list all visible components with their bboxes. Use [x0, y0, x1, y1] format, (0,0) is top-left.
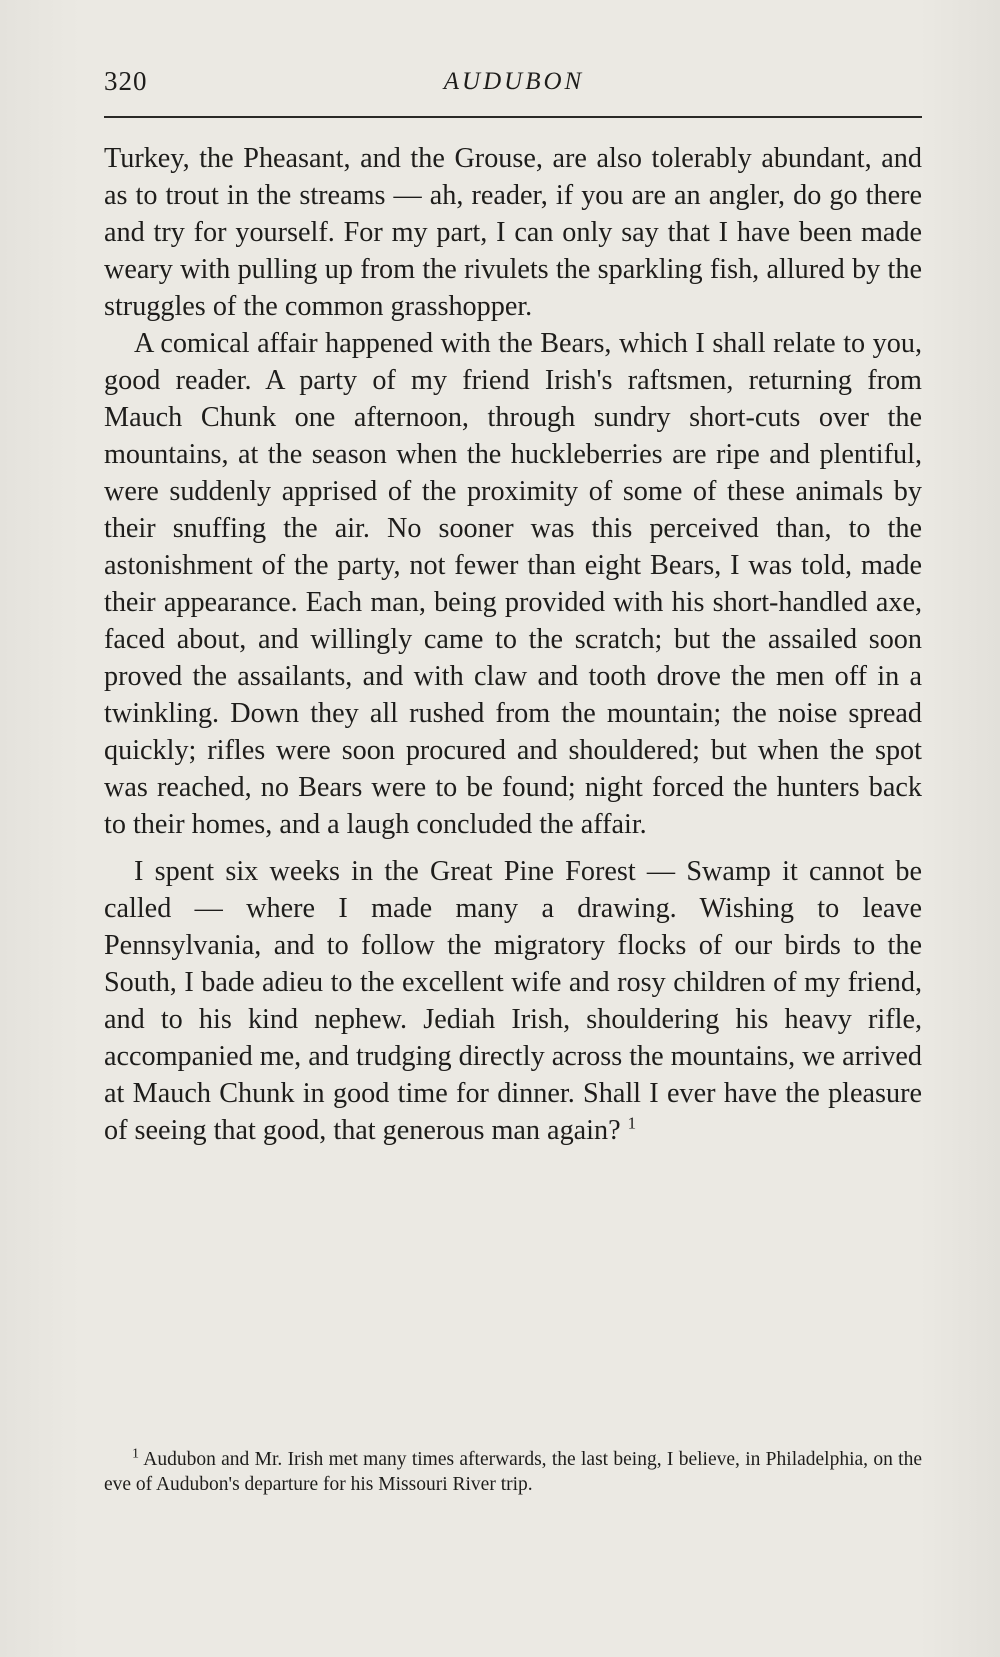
footnote-text: Audubon and Mr. Irish met many times afterwards, the last being, I believe, in Philadelphia, on the eve of Audubon's departure for his Missouri River trip. [104, 1449, 922, 1495]
footnote [104, 1447, 922, 1497]
header-rule [104, 116, 922, 118]
paragraph-3 [104, 853, 922, 1149]
paragraph-1: Turkey, the Pheasant, and the Grouse, are also tolerably abundant, and as to trout in the streams — ah, reader, if you are an angler, do go there and try for yourself. For my part, I can only say that I have been made weary with pulling up from the rivulets the sparkling fish, allured by the struggles of the common grasshopper. [104, 143, 922, 322]
running-title: AUDUBON [443, 68, 585, 95]
page-header [104, 66, 924, 106]
paragraph-2: A comical affair happened with the Bears, which I shall relate to you, good reader. A party of my friend Irish's raftsmen, returning from Mauch Chunk one afternoon, through sundry short-cuts over the mountains, at the season when the huckleberries are ripe and plentiful, were suddenly apprised of the proximity of some of these animals by their snuffing the air. No sooner was this perceived than, to the astonishment of the party, not fewer than eight Bears, I was told, made their appearance. Each man, being provided with his short-handled axe, faced about, and willingly came to the scratch; but the assailed soon proved the assailants, and with claw and tooth drove the men off in a twinkling. Down they all rushed from the mountain; the noise spread quickly; rifles were soon procured and shouldered; but when the spot was reached, no Bears were to be found; night forced the hunters back to their homes, and a laugh concluded the affair. [104, 328, 922, 840]
paragraph-3-text: I spent six weeks in the Great Pine Forest — Swamp it cannot be called — where I made many a drawing. Wishing to leave Pennsylvania, and to follow the migratory flocks of our birds to the South, I bade adieu to the excellent wife and rosy children of my friend, and to his kind nephew. Jediah Irish, shouldering his heavy rifle, accompanied me, and trudging directly across the mountains, we arrived at Mauch Chunk in good time for dinner. Shall I ever have the pleasure of seeing that good, that generous man again? [104, 856, 922, 1146]
footnote-marker: 1 [132, 1446, 139, 1462]
footnote-reference: 1 [627, 1113, 637, 1133]
page-number: 320 [104, 66, 148, 96]
body-text [104, 140, 922, 1149]
